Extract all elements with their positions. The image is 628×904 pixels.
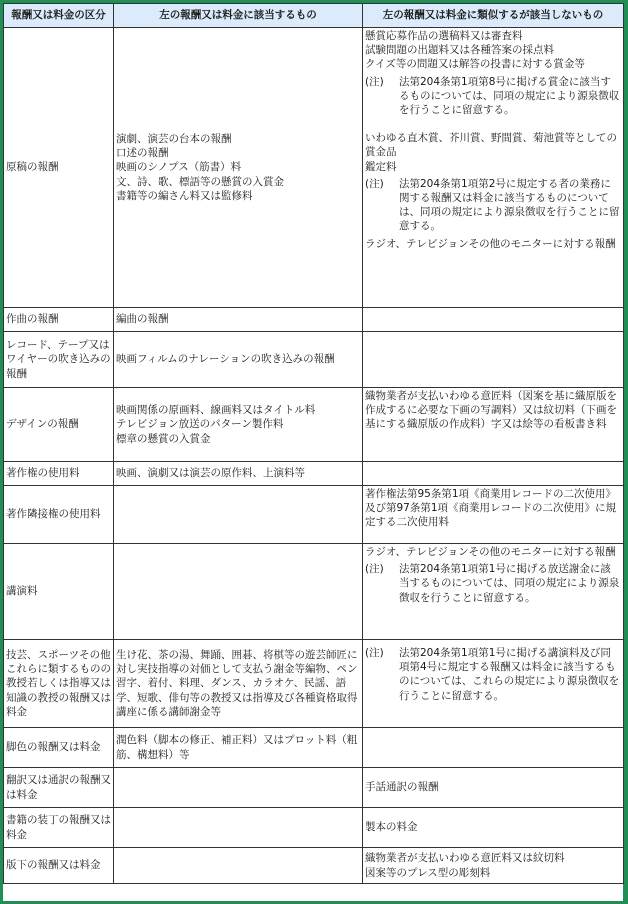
category-cell: 版下の報酬又は料金 (4, 848, 114, 884)
note-mark: (注) (365, 563, 384, 576)
similar-item: 懸賞応募作品の選稿料又は審査料 (365, 30, 523, 42)
table-row (4, 848, 624, 884)
note-mark: (注) (365, 177, 384, 190)
similar-cell (363, 308, 624, 332)
table-row (4, 486, 624, 544)
similar-cell (363, 728, 624, 768)
applicable-cell (114, 768, 363, 808)
applicable-item: 書籍等の編さん料又は監修料 (116, 189, 253, 202)
note (365, 75, 621, 118)
applicable-item: 標章の懸賞の入賞金 (116, 432, 211, 445)
category-cell: 技芸、スポーツその他これらに類するものの教授若しくは指導又は知識の教授の報酬又は料金 (4, 640, 114, 728)
header-row (4, 4, 624, 28)
applicable-cell (114, 544, 363, 640)
applicable-item: テレビジョン放送のパターン製作料 (116, 418, 284, 431)
similar-cell (363, 544, 624, 640)
similar-item: ラジオ、テレビジョンその他のモニターに対する報酬 (365, 546, 616, 558)
applicable-item: 文、詩、歌、標語等の懸賞の入賞金 (116, 175, 284, 188)
note-text: 法第204条第1項第1号に掲げる放送謝金に該当するものについては、同項の規定により源泉徴収を行うことに留意する。 (399, 563, 620, 604)
header-similar: 左の報酬又は料金に類似するが該当しないもの (363, 4, 624, 28)
category-cell: 著作権の使用料 (4, 462, 114, 486)
applicable-cell (114, 848, 363, 884)
applicable-cell: 潤色料（脚本の修正、補正料）又はプロット料（粗筋、構想料）等 (114, 728, 363, 768)
applicable-cell (114, 486, 363, 544)
note-mark: (注) (365, 75, 384, 88)
table-row (4, 388, 624, 462)
applicable-item: 映画関係の原画料、線画料又はタイトル料 (116, 404, 316, 417)
category-cell: 翻訳又は通訳の報酬又は料金 (4, 768, 114, 808)
table-row (4, 640, 624, 728)
similar-item: ラジオ、テレビジョンその他のモニターに対する報酬 (365, 237, 616, 250)
note (365, 562, 621, 605)
similar-cell: 織物業者が支払いわゆる意匠料（図案を基に織原版を作成するに必要な下画の写調料）又は紋切料（下画を基にする織原版の作成料）字又は絵等の看板書き料 (363, 388, 624, 462)
similar-cell (363, 462, 624, 486)
category-cell: レコード、テープ又はワイヤーの吹き込みの報酬 (4, 332, 114, 388)
table-row (4, 462, 624, 486)
applicable-cell: 編曲の報酬 (114, 308, 363, 332)
similar-cell (363, 848, 624, 884)
table-row (4, 28, 624, 308)
remuneration-table (3, 3, 624, 884)
spacer (365, 117, 621, 131)
similar-item: 鑑定料 (365, 160, 397, 173)
table-row (4, 308, 624, 332)
table-row (4, 768, 624, 808)
category-cell: 原稿の報酬 (4, 28, 114, 308)
table-row (4, 728, 624, 768)
note (365, 646, 621, 703)
category-cell: 書籍の装丁の報酬又は料金 (4, 808, 114, 848)
applicable-cell (114, 388, 363, 462)
similar-cell: 著作権法第95条第1項《商業用レコードの二次使用》及び第97条第1項《商業用レコードの二次使用》に規定する二次使用料 (363, 486, 624, 544)
similar-item: 織物業者が支払いわゆる意匠料又は紋切料 (365, 852, 565, 865)
note-text: 法第204条第1項第1号に掲げる講演料及び同項第4号に規定する報酬又は料金に該当するものについては、これらの規定により源泉徴収を行うことに留意する。 (399, 647, 620, 702)
similar-cell: 手話通訳の報酬 (363, 768, 624, 808)
applicable-cell: 生け花、茶の湯、舞踊、囲碁、将棋等の遊芸師匠に対し実技指導の対価として支払う謝金等編物、ペン習字、着付、料理、ダンス、カラオケ、民謡、語学、短歌、俳句等の教授又は指導及び各種資格取得講座に係る講師謝金等 (114, 640, 363, 728)
applicable-cell (114, 28, 363, 308)
table-row (4, 544, 624, 640)
similar-item: 図案等のプレス型の彫刻料 (365, 866, 491, 879)
header-category: 報酬又は料金の区分 (4, 4, 114, 28)
header-applicable: 左の報酬又は料金に該当するもの (114, 4, 363, 28)
note-mark: (注) (365, 647, 384, 659)
category-cell: 脚色の報酬又は料金 (4, 728, 114, 768)
category-cell: 作曲の報酬 (4, 308, 114, 332)
applicable-item: 口述の報酬 (116, 147, 169, 160)
category-cell: デザインの報酬 (4, 388, 114, 462)
applicable-item: 演劇、演芸の台本の報酬 (116, 132, 232, 145)
applicable-item: 映画のシノプス（筋書）料 (116, 161, 242, 174)
note-text: 法第204条第1項第8号に掲げる賞金に該当するものについては、同項の規定により源泉徴収を行うことに留意する。 (399, 75, 620, 117)
similar-cell (363, 640, 624, 728)
applicable-cell (114, 808, 363, 848)
applicable-cell: 映画フィルムのナレーションの吹き込みの報酬 (114, 332, 363, 388)
similar-item: クイズ等の問題又は解答の投書に対する賞金等 (365, 58, 585, 71)
note-text: 法第204条第1項第2号に規定する者の業務に関する報酬又は料金に該当するものについては、同項の規定により源泉徴収を行うことに留意する。 (399, 177, 620, 233)
category-cell: 講演料 (4, 544, 114, 640)
applicable-cell: 映画、演劇又は演芸の原作料、上演料等 (114, 462, 363, 486)
category-cell: 著作隣接権の使用料 (4, 486, 114, 544)
similar-cell (363, 332, 624, 388)
table-row (4, 808, 624, 848)
table-row (4, 332, 624, 388)
similar-item: 試験問題の出題料又は各種答案の採点料 (365, 44, 554, 57)
similar-cell (363, 28, 624, 308)
similar-item: いわゆる直木賞、芥川賞、野間賞、菊池賞等としての賞金品 (365, 132, 617, 159)
note (365, 177, 621, 234)
similar-cell: 製本の料金 (363, 808, 624, 848)
